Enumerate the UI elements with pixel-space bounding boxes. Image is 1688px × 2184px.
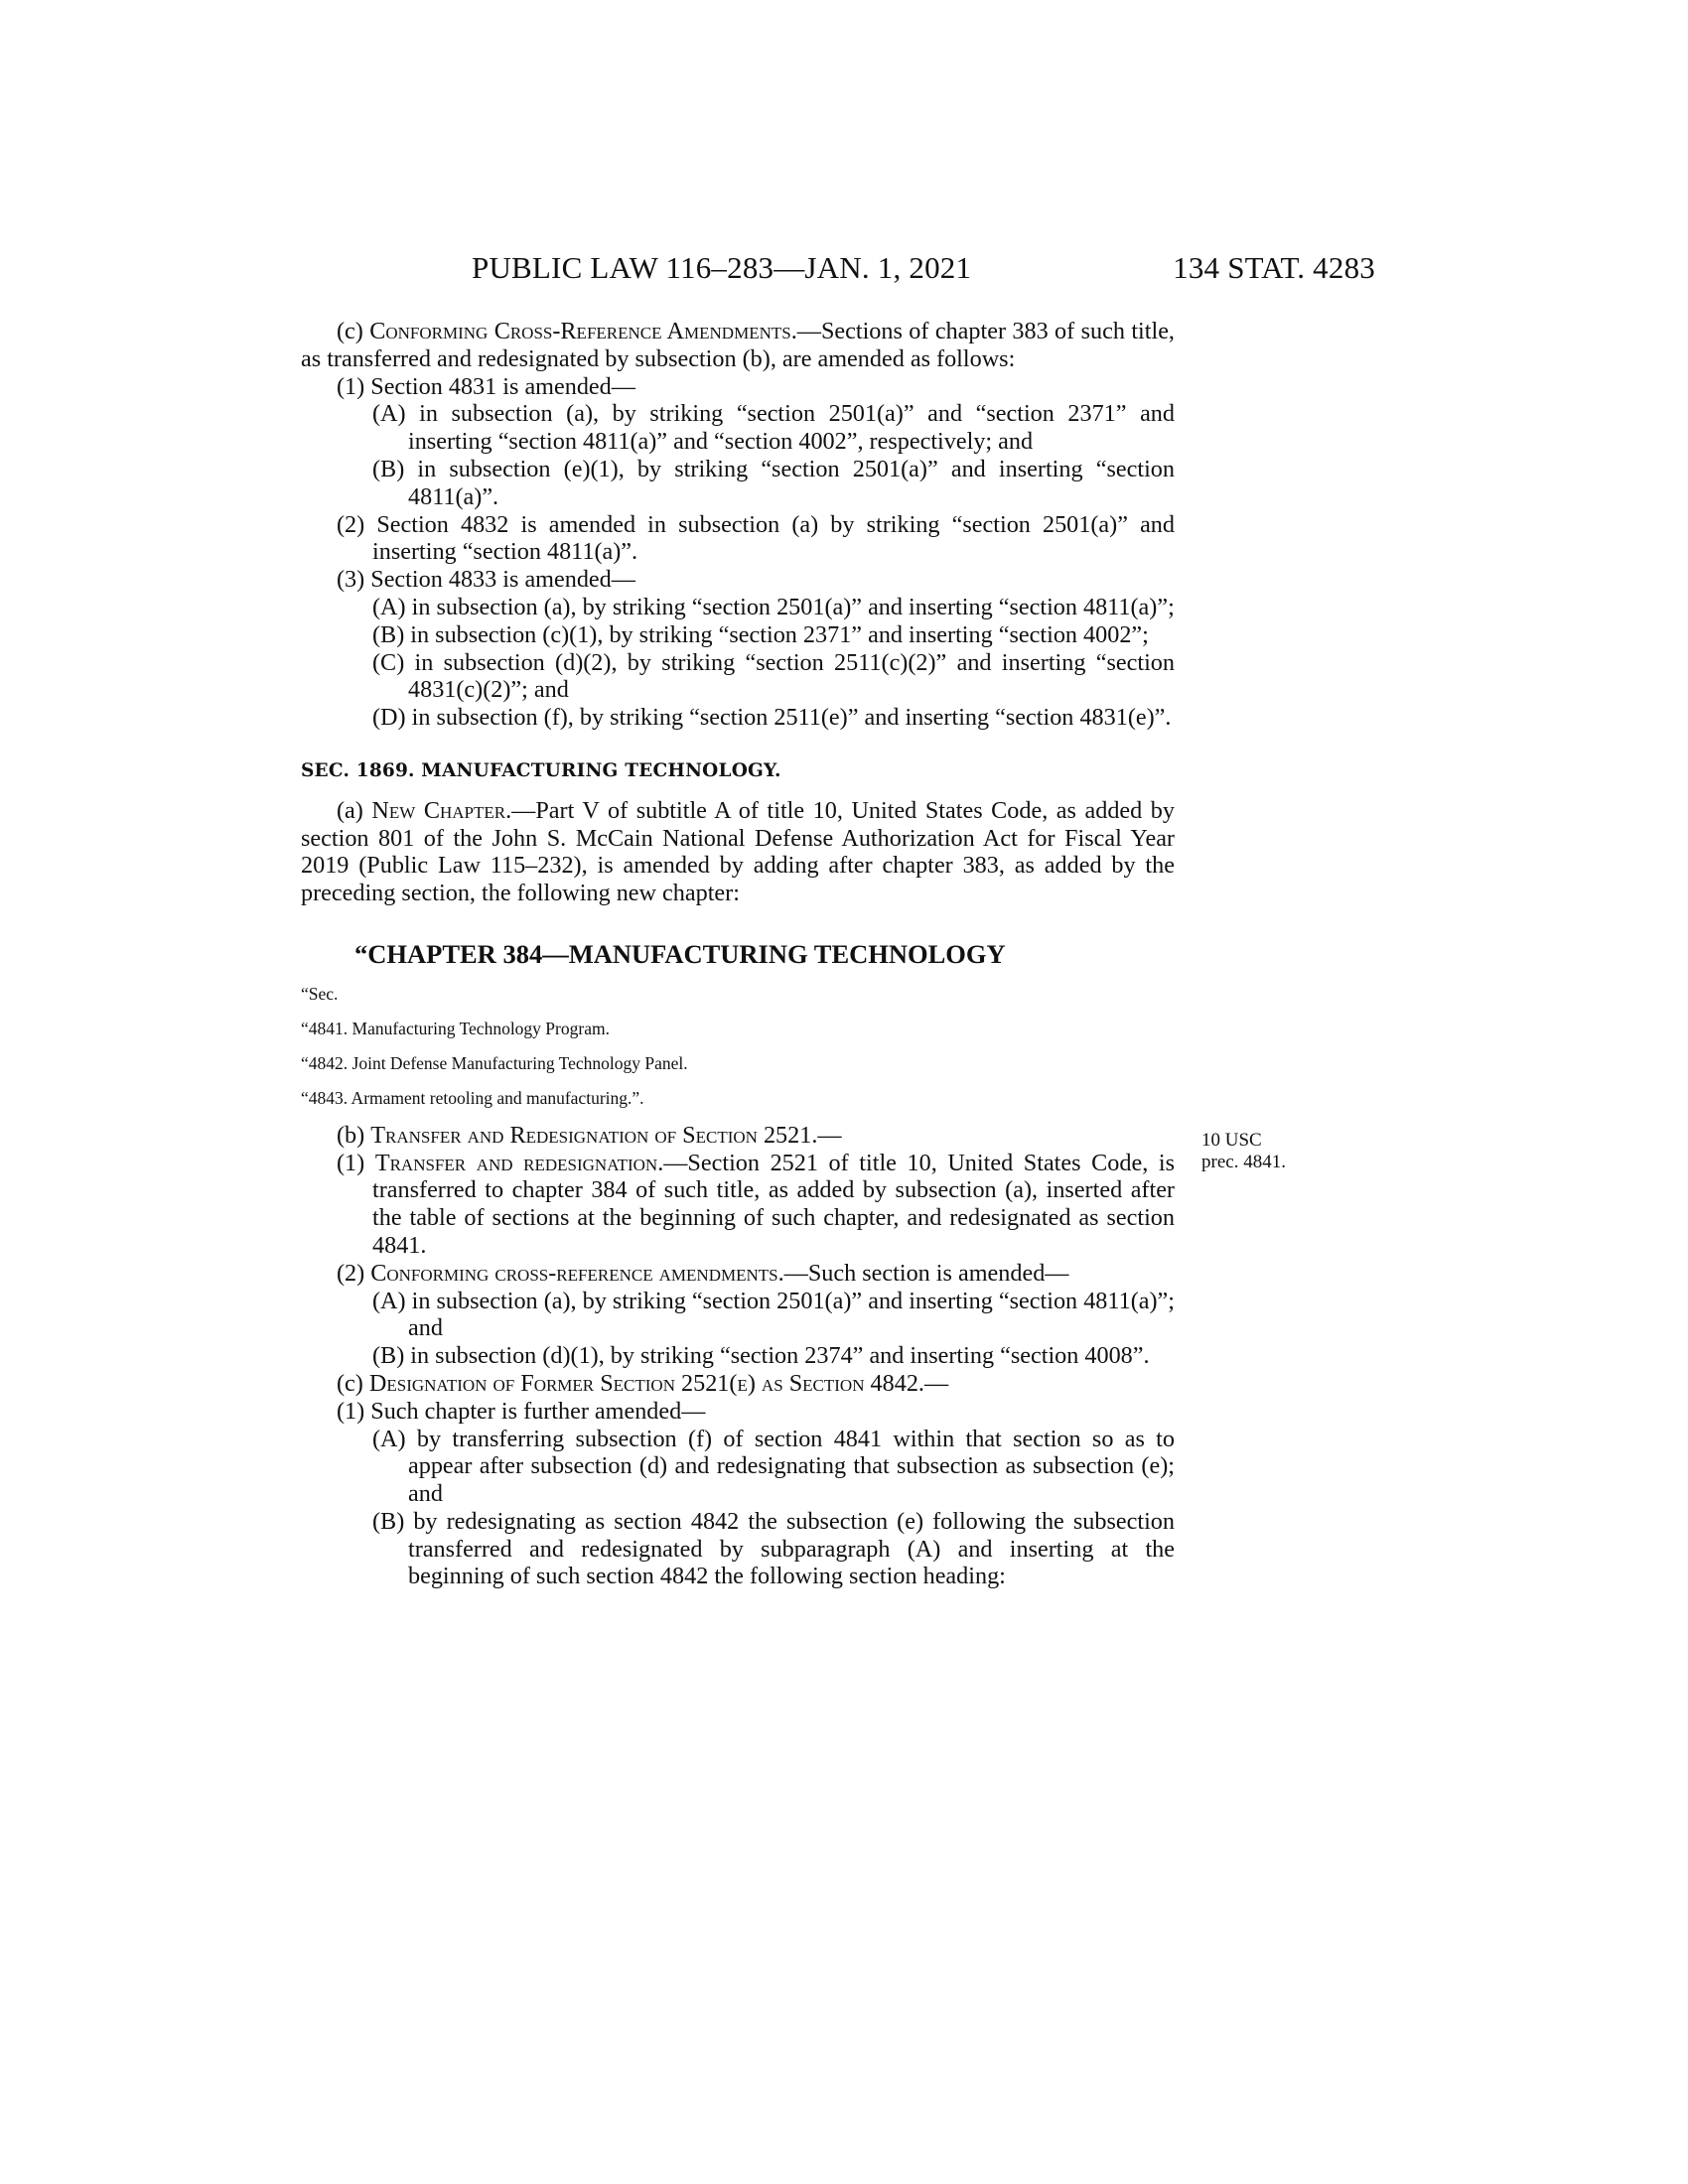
item-c1a: (A) by transferring subsection (f) of section 4841 within that section so as to appear after subsection (d) and redesignating that subsection as subsection (e); and xyxy=(372,1425,1175,1508)
item-3b: (B) in subsection (c)(1), by striking “section 2371” and inserting “section 4002”; xyxy=(372,620,1149,648)
toc-item: “4842. Joint Defense Manufacturing Technology Panel. xyxy=(301,1052,688,1073)
public-law-citation: PUBLIC LAW 116–283—JAN. 1, 2021 xyxy=(472,250,972,285)
section-heading: SEC. 1869. MANUFACTURING TECHNOLOGY. xyxy=(301,759,781,781)
paragraph-c-designation: (c) Designation of Former Section 2521(e) as Section 4842.— xyxy=(337,1369,949,1397)
table-of-sections xyxy=(301,983,1175,1109)
statute-page-number: 134 STAT. 4283 xyxy=(1173,250,1375,285)
paragraph-heading: Transfer and Redesignation of Section 2521 xyxy=(370,1121,812,1149)
toc-item: “4841. Manufacturing Technology Program. xyxy=(301,1018,610,1038)
item-b2a: (A) in subsection (a), by striking “section 2501(a)” and inserting “section 4811(a)”; and xyxy=(372,1287,1175,1342)
paragraph-heading: Transfer and redesignation xyxy=(374,1149,658,1176)
item-3d: (D) in subsection (f), by striking “section 2511(e)” and inserting “section 4831(e)”. xyxy=(372,704,1172,732)
paragraph-heading: Conforming cross-reference amendments xyxy=(370,1259,778,1287)
item-c1: (1) Such chapter is further amended— xyxy=(337,1397,706,1425)
item-3: (3) Section 4833 is amended— xyxy=(337,566,635,594)
paragraph-c-conforming: (c) Conforming Cross-Reference Amendments.—Sections of chapter 383 of such title, as transferred and redesignated by subsection (b), are amended as follows: xyxy=(301,318,1175,372)
toc-sec-label: “Sec. xyxy=(301,983,339,1004)
paragraph-b-transfer: (b) Transfer and Redesignation of Section 2521.— xyxy=(337,1121,842,1149)
item-1b: (B) in subsection (e)(1), by striking “section 2501(a)” and inserting “section 4811(a)”. xyxy=(372,455,1175,510)
paragraph-a-new-chapter: (a) New Chapter.—Part V of subtitle A of title 10, United States Code, as added by section 801 of the John S. McCain National Defense Authorization Act for Fiscal Year 2019 (Public Law 115–232), is amended by adding after chapter 383, as added by the preceding section, the following new chapter: xyxy=(301,796,1175,907)
item-b2b: (B) in subsection (d)(1), by striking “section 2374” and inserting “section 4008”. xyxy=(372,1342,1150,1370)
margin-note-line1: 10 USC xyxy=(1201,1130,1262,1151)
item-3c: (C) in subsection (d)(2), by striking “section 2511(c)(2)” and inserting “section 4831(c)(2)”; and xyxy=(372,648,1175,704)
document-body xyxy=(301,318,1175,1590)
margin-note xyxy=(1201,1130,1286,1173)
item-b2: (2) Conforming cross-reference amendments.—Such section is amended— xyxy=(337,1259,1069,1287)
item-b1: (1) Transfer and redesignation.—Section 2521 of title 10, United States Code, is transferred to chapter 384 of such title, as added by subsection (a), inserted after the table of sections at the beginning of such chapter, and redesignated as section 4841. xyxy=(337,1149,1175,1259)
item-1a: (A) in subsection (a), by striking “section 2501(a)” and “section 2371” and inserting “section 4811(a)” and “section 4002”, respectively; and xyxy=(372,400,1175,456)
paragraph-heading: Designation of Former Section 2521(e) as Section xyxy=(368,1369,865,1397)
item-c1b: (B) by redesignating as section 4842 the subsection (e) following the subsection transferred and redesignated by subparagraph (A) and inserting at the beginning of such section 4842 the following section heading: xyxy=(372,1507,1175,1590)
paragraph-heading: Conforming Cross-Reference Amendments xyxy=(369,318,791,344)
margin-note-line2: prec. 4841. xyxy=(1201,1152,1286,1172)
item-1: (1) Section 4831 is amended— xyxy=(337,372,635,400)
toc-item: “4843. Armament retooling and manufacturing.”. xyxy=(301,1087,644,1108)
item-3a: (A) in subsection (a), by striking “section 2501(a)” and inserting “section 4811(a)”; xyxy=(372,593,1175,620)
item-2: (2) Section 4832 is amended in subsection (a) by striking “section 2501(a)” and inserting “section 4811(a)”. xyxy=(337,510,1175,566)
chapter-title: “CHAPTER 384—MANUFACTURING TECHNOLOGY xyxy=(354,938,1006,969)
page-header xyxy=(298,250,1375,298)
paragraph-heading: New Chapter xyxy=(371,796,506,824)
